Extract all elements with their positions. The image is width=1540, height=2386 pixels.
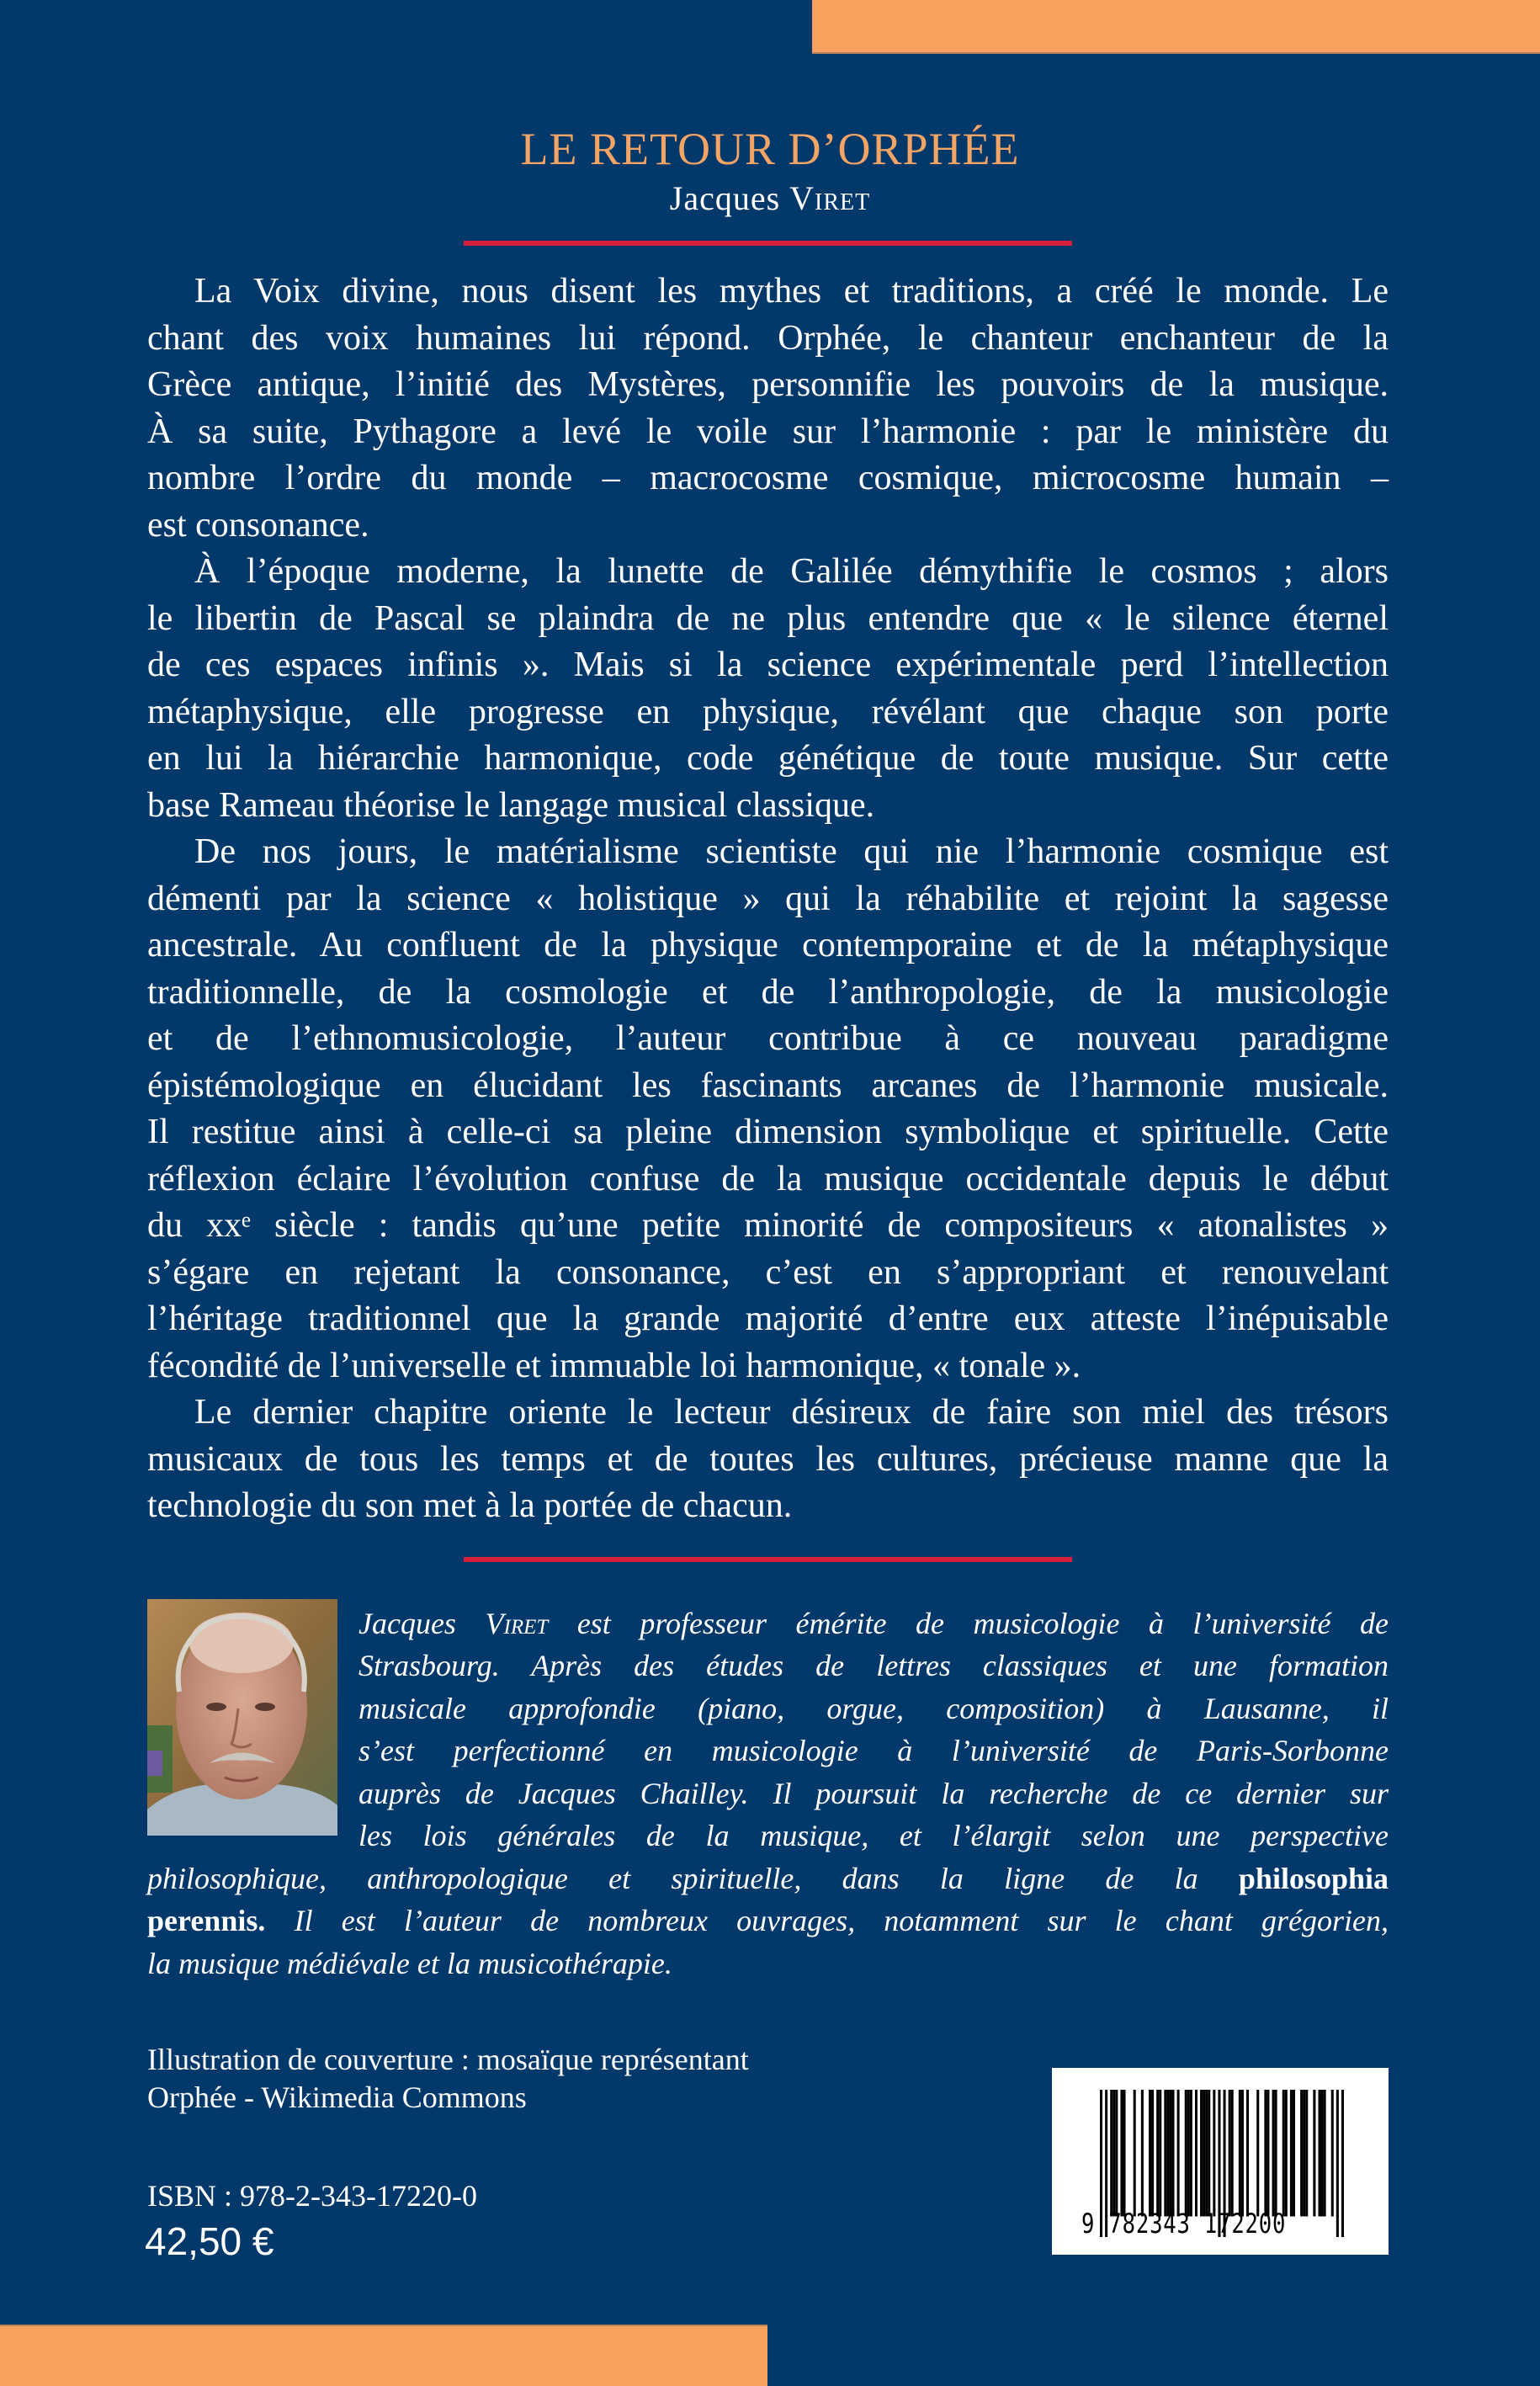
barcode-bar: [1293, 2090, 1295, 2217]
barcode-bar: [1110, 2090, 1113, 2217]
barcode-bar: [1300, 2090, 1303, 2217]
blurb-line: le libertin de Pascal se plaindra de ne plus entendre que « le silence éternel: [147, 598, 1389, 638]
bio-name-first: Jacques: [358, 1607, 456, 1640]
barcode-bar: [1190, 2090, 1192, 2217]
barcode-bar: [1241, 2090, 1244, 2217]
author-last-name: Viret: [789, 179, 871, 217]
blurb-line: À sa suite, Pythagore a levé le voile sur l’harmonie : par le ministère du: [147, 412, 1389, 451]
blurb-line: est consonance.: [147, 505, 369, 545]
barcode-bar: [1231, 2090, 1234, 2217]
barcode-bar: [1256, 2090, 1259, 2217]
blurb-line: en lui la hiérarchie harmonique, code génétique de toute musique. Sur cette: [147, 739, 1389, 778]
bio-line: les lois générales de la musique, et l’élargit selon une perspective: [358, 1819, 1389, 1852]
orange-band-bottom: [0, 2325, 767, 2386]
blurb-line: À l’époque moderne, la lunette de Galilée démythifie le cosmos ; alors: [194, 552, 1389, 591]
bio-line: la musique médiévale et la musicothérapie.: [147, 1947, 672, 1980]
barcode-bar: [1200, 2090, 1203, 2217]
barcode-bar: [1113, 2090, 1115, 2217]
bio-text: est professeur émérite de musicologie à l’université de: [576, 1607, 1389, 1640]
barcode-bar: [1321, 2090, 1324, 2217]
barcode-bar: [1120, 2090, 1123, 2217]
barcode-bar: [1275, 2090, 1277, 2217]
barcode-bar: [1305, 2090, 1308, 2217]
cover-credit-line-1: Illustration de couverture : mosaïque représentant: [147, 2043, 749, 2076]
barcode-bar: [1303, 2090, 1305, 2217]
barcode-bar: [1123, 2090, 1125, 2217]
barcode-bar: [1331, 2090, 1334, 2217]
barcode-bar: [1141, 2090, 1144, 2217]
blurb-line: traditionnelle, de la cosmologie et de l’anthropologie, de la musicologie: [147, 972, 1389, 1012]
blurb-line: Il restitue ainsi à celle-ci sa pleine dimension symbolique et spirituelle. Cette: [147, 1113, 1389, 1151]
isbn: ISBN : 978-2-343-17220-0: [147, 2179, 477, 2213]
blurb-line: métaphysique, elle progresse en physique, révélant que chaque son porte: [147, 692, 1389, 731]
price: 42,50 €: [145, 2219, 274, 2263]
barcode-bar: [1205, 2090, 1208, 2217]
bio-line: s’est perfectionné en musicologie à l’université de Paris-Sorbonne: [358, 1734, 1389, 1767]
barcode-bar: [1324, 2090, 1326, 2217]
barcode-bar: [1187, 2090, 1190, 2217]
bio-line: [147, 1857, 1389, 1900]
barcode-bar: [1282, 2090, 1285, 2217]
bio-line: musicale approfondie (piano, orgue, composition) à Lausanne, il: [358, 1692, 1389, 1725]
barcode-bar: [1208, 2090, 1210, 2217]
cover-credit-line-2: Orphée - Wikimedia Commons: [147, 2080, 527, 2114]
blurb-line: Grèce antique, l’initié des Mystères, personnifie les pouvoirs de la musique.: [147, 365, 1389, 404]
barcode-bar: [1166, 2090, 1169, 2217]
bio-latin-term: philosophia: [1238, 1862, 1389, 1895]
divider-top: [464, 241, 1072, 246]
barcode-bar: [1267, 2090, 1269, 2217]
blurb-line: nombre l’ordre du monde – macrocosme cosmique, microcosme humain –: [147, 459, 1389, 497]
bio-text: Il est l’auteur de nombreux ouvrages, notamment sur le chant grégorien,: [294, 1904, 1389, 1937]
barcode-digits: 9 782343 172200: [1081, 2208, 1287, 2240]
barcode-bar: [1159, 2090, 1161, 2217]
barcode-bar: [1290, 2090, 1293, 2217]
bio-text: philosophique, anthropologique et spirituelle, dans la ligne de la: [147, 1862, 1198, 1895]
barcode-bar: [1246, 2090, 1249, 2217]
barcode-bar: [1229, 2090, 1231, 2217]
bio-line: [147, 1900, 1389, 1942]
blurb-line: Le dernier chapitre oriente le lecteur désireux de faire son miel des trésors: [194, 1393, 1389, 1432]
blurb-line: chant des voix humaines lui répond. Orphée, le chanteur enchanteur de la: [147, 318, 1389, 358]
author-photo: [147, 1599, 337, 1836]
blurb-line: démenti par la science « holistique » qui la réhabilite et rejoint la sagesse: [147, 879, 1389, 918]
blurb-line: de ces espaces infinis ». Mais si la science expérimentale perd l’intellection: [147, 646, 1389, 684]
barcode-bar: [1195, 2090, 1197, 2217]
blurb-text: [147, 268, 1389, 1530]
barcode-bar: [1285, 2090, 1288, 2217]
blurb-line: et de l’ethnomusicologie, l’auteur contribue à ce nouveau paradigme: [147, 1019, 1389, 1058]
blurb-line: fécondité de l’universelle et immuable loi harmonique, « tonale ».: [147, 1346, 1081, 1385]
barcode-bar: [1149, 2090, 1151, 2217]
barcode-bar: [1341, 2090, 1344, 2237]
barcode-bar: [1264, 2090, 1267, 2217]
blurb-line: La Voix divine, nous disent les mythes et traditions, a créé le monde. Le: [194, 272, 1389, 311]
barcode-bar: [1164, 2090, 1166, 2217]
bio-line: auprès de Jacques Chailley. Il poursuit la recherche de ce dernier sur: [358, 1777, 1389, 1810]
barcode-bar: [1169, 2090, 1171, 2217]
book-author: [0, 178, 1540, 218]
blurb-line: du xxᵉ siècle : tandis qu’une petite minorité de compositeurs « atonalistes »: [147, 1206, 1389, 1245]
blurb-line: l’héritage traditionnel que la grande majorité d’entre eux atteste l’inépuisable: [147, 1299, 1389, 1338]
barcode-bar: [1203, 2090, 1205, 2217]
book-title: LE RETOUR D’ORPHÉE: [520, 124, 1020, 174]
barcode-bar: [1239, 2090, 1241, 2217]
barcode-bar: [1318, 2090, 1320, 2217]
barcode-bar: [1336, 2090, 1339, 2237]
bio-line: [358, 1602, 1389, 1645]
barcode-bar: [1313, 2090, 1315, 2217]
barcode-bar: [1134, 2090, 1136, 2217]
orange-band-top: [812, 0, 1540, 54]
blurb-line: s’égare en rejetant la consonance, c’est en s’appropriant et renouvelant: [147, 1252, 1389, 1292]
blurb-line: ancestrale. Au confluent de la physique contemporaine et de la métaphysique: [147, 926, 1389, 964]
barcode-bar: [1171, 2090, 1174, 2217]
barcode-bar: [1185, 2090, 1187, 2217]
bio-latin-term: perennis.: [147, 1904, 266, 1937]
blurb-line: réflexion éclaire l’évolution confuse de la musique occidentale depuis le début: [147, 1159, 1389, 1198]
barcode-bar: [1115, 2090, 1118, 2217]
barcode-bar: [1151, 2090, 1154, 2217]
bio-line: Strasbourg. Après des études de lettres classiques et une formation: [358, 1649, 1389, 1682]
blurb-line: technologie du son met à la portée de chacun.: [147, 1486, 793, 1525]
blurb-line: De nos jours, le matérialisme scientiste qui nie l’harmonie cosmique est: [194, 832, 1389, 871]
blurb-line: base Rameau théorise le langage musical classique.: [147, 785, 875, 825]
blurb-line: musicaux de tous les temps et de toutes les cultures, précieuse manne que la: [147, 1439, 1389, 1479]
author-first-name: Jacques: [669, 179, 781, 217]
barcode: [1052, 2068, 1389, 2255]
barcode-bar: [1177, 2090, 1180, 2217]
divider-middle: [464, 1557, 1072, 1562]
blurb-line: épistémologique en élucidant les fascinants arcanes de l’harmonie musicale.: [147, 1065, 1389, 1105]
barcode-bar: [1156, 2090, 1159, 2217]
barcode-bar: [1213, 2090, 1215, 2217]
barcode-bar: [1272, 2090, 1275, 2217]
bio-name-last: Viret: [485, 1607, 549, 1640]
